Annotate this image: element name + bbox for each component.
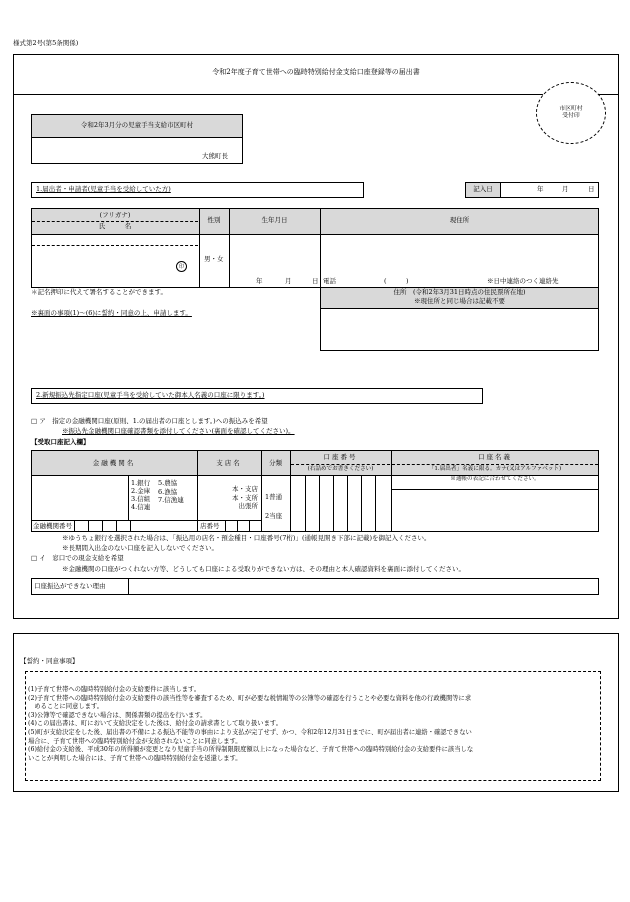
option-a[interactable]: □ ア 指定の金融機関口座(原則、1.の届出者の口座とします。)への振込みを希望	[31, 417, 268, 425]
phone-note: ※日中連絡のつく連絡先	[487, 277, 559, 285]
digit-line-3	[333, 475, 334, 532]
consent-item-5: (5)町が支給決定をした後、届出書の不備による振込不能等の事由により支払が完了せず、かつ、令和2年12月31日までに、町が届出者に連絡・確認できない	[28, 728, 472, 736]
col-account-no-sub: (右詰めでお書きください)	[307, 466, 374, 472]
bank-code-line	[31, 520, 197, 521]
option-i-note: ※金融機関の口座がつくれない方等、どうしても口座による受取りができない方は、その理由と本人確認資料を裏面に添付してください。	[62, 565, 465, 573]
bank-type-6[interactable]: 6.漁協	[158, 487, 178, 496]
date-label: 記入日	[465, 182, 501, 198]
consent-item-3: (3)公簿等で確認できない場合は、関係書類の提出を行います。	[28, 711, 207, 719]
phone-paren: ( )	[384, 277, 409, 285]
furigana-input[interactable]	[32, 235, 198, 245]
reason-label: 口座振込ができない理由	[34, 582, 106, 590]
digit-line-4	[347, 475, 348, 532]
bank-code-box-4[interactable]	[116, 520, 117, 532]
section1-heading	[31, 182, 364, 198]
form-title: 令和2年度子育て世帯への臨時特別給付金支給口座登録等の届出書	[212, 68, 420, 76]
yucho-note: ※ゆうちょ銀行を選択された場合は、「振込用の店名・預金種目・口座番号(7桁)」(通帳見開き下部に記載)を御記入ください。	[62, 534, 431, 542]
bank-type-2[interactable]: 2.金庫	[131, 487, 151, 495]
birth-year: 年	[256, 277, 263, 285]
seal-mark: 印	[176, 261, 187, 272]
option-i[interactable]: □ イ 窓口での現金支給を希望	[31, 554, 124, 562]
account-no-divider	[291, 464, 390, 465]
dormant-note: ※長期間入出金のない口座を記入しないでください。	[62, 544, 218, 552]
account-table-heading: 【受取口座記入欄】	[31, 438, 90, 446]
birth-month: 月	[285, 277, 292, 285]
bank-code-box-1[interactable]	[74, 520, 75, 532]
bank-code-box-5	[130, 520, 131, 532]
holder-note1: 「1.届出者」名義に限る。カナ(又はアルファベット)	[428, 466, 562, 472]
branch-code-box-3[interactable]	[249, 520, 250, 532]
branch-types	[224, 485, 258, 511]
branch-type-3[interactable]: 出張所	[238, 502, 258, 510]
col-bank-label: 金融機関名	[92, 459, 136, 467]
bank-type-3[interactable]: 3.信組	[131, 495, 151, 503]
consent-note: ※裏面の事項(1)～(6)に誓約・同意の上、申請します。	[31, 309, 192, 317]
col-category-label: 分類	[269, 459, 282, 467]
consent-list	[28, 686, 598, 763]
bank-code-label: 金融機関番号	[33, 522, 72, 530]
stamp-line2: 受付印	[562, 113, 580, 119]
bank-type-5[interactable]: 5.農協	[158, 479, 178, 487]
consent-item-5-cont: 場合に、子育て世帯への臨時特別給付金が支給されないことに同意します。	[28, 737, 242, 745]
consent-heading: 【誓約・同意事項】	[20, 657, 79, 665]
col-account-no-label: 口座番号	[323, 453, 358, 461]
consent-item-4: (4)この届出書は、町において支給決定をした後は、給付金の請求書として取り扱います。	[28, 720, 282, 728]
holder-note2: ※通帳の表記に合わせてください。	[450, 476, 540, 482]
consent-item-2-cont: めることに同意します。	[28, 703, 104, 711]
col-holder-label: 口座名義	[478, 453, 512, 461]
branch-type-1[interactable]: 本・支店	[232, 485, 258, 493]
bank-name-input[interactable]	[32, 476, 127, 520]
birth-day: 日	[312, 277, 319, 285]
section2-heading-text: 2.新規振込先指定口座(児童手当を受給していた御本人名義の口座に限ります。)	[36, 391, 265, 399]
section2-heading	[31, 388, 483, 404]
bank-type-7[interactable]: 7.信漁連	[158, 496, 184, 504]
name-label: 氏 名	[98, 222, 132, 230]
branch-code-line	[197, 520, 261, 521]
resident-address-input[interactable]	[320, 308, 599, 351]
branch-code-box-1[interactable]	[225, 520, 226, 532]
phone-label: 電話	[323, 277, 336, 285]
category-1[interactable]: 1普通	[265, 493, 283, 501]
col-branch-label: 支店名	[216, 459, 242, 467]
digit-line-6	[375, 475, 376, 532]
date-day: 日	[588, 185, 595, 193]
branch-code-label: 店番号	[200, 522, 220, 530]
bank-type-divider	[128, 475, 129, 521]
furigana-divider	[32, 221, 198, 222]
sign-note: ＊記名押印に代えて署名することができます。	[31, 288, 167, 296]
bank-types-b	[158, 479, 184, 505]
bank-type-1[interactable]: 1.銀行	[131, 479, 151, 487]
bank-types-a	[131, 479, 150, 511]
category-2[interactable]: 2当座	[265, 512, 283, 520]
furigana-label: (フリガナ)	[99, 211, 131, 219]
digit-line-5	[361, 475, 362, 532]
consent-item-2: (2)子育て世帯への臨時特別給付金の支給要件の該当性等を審査するため、町が必要な税情報等の公簿等の確認を行うことや必要な資料を他の行政機関等に求	[28, 694, 472, 702]
addressee-label: 令和2年3月分の児童手当支給市区町村	[31, 114, 243, 138]
bank-code-box-3[interactable]	[102, 520, 103, 532]
holder-input[interactable]	[392, 490, 598, 531]
reason-input[interactable]	[129, 579, 598, 594]
bank-type-4[interactable]: 4.信連	[131, 503, 151, 511]
date-field[interactable]	[500, 182, 599, 198]
holder-divider	[392, 464, 598, 465]
name-input[interactable]	[32, 246, 198, 286]
digit-line-2	[319, 475, 320, 532]
resident-label: 住所 (令和2年3月31日時点の住民票所在地)	[393, 288, 526, 296]
mayor-name: 大熊町長	[202, 152, 228, 160]
section1-heading-text: 1.届出者・申請者(児童手当を受給していた方)	[36, 185, 171, 193]
option-a-note: ※振込先金融機関口座確認書類を添付してください(裏面を確認してください)。	[62, 427, 295, 435]
date-year: 年	[537, 185, 544, 193]
resident-note: ※現住所と同じ場合は記載不要	[414, 297, 505, 305]
bank-code-box-2[interactable]	[88, 520, 89, 532]
date-month: 月	[562, 185, 569, 193]
consent-item-6: (6)給付金の支給後、平成30年の所得額が変更となり児童手当の所得制限限度額以上になった場合など、子育て世帯への臨時特別給付金の支給要件に該当しな	[28, 746, 474, 754]
consent-item-6-cont: いことが判明した場合には、子育て世帯への臨時特別給付金を返還します。	[28, 754, 242, 762]
reception-stamp	[536, 82, 606, 144]
title-divider	[13, 94, 619, 95]
gender-label: 性別	[207, 216, 221, 224]
consent-item-1: (1)子育て世帯への臨時特別給付金の支給要件に該当します。	[28, 686, 201, 693]
acol-3	[290, 450, 291, 532]
branch-type-2[interactable]: 本・支所	[232, 493, 258, 502]
digit-line-1	[305, 475, 306, 532]
form-number: 様式第2号(第5条関係)	[13, 39, 79, 47]
stamp-line1: 市区町村	[559, 106, 583, 113]
branch-code-box-2[interactable]	[237, 520, 238, 532]
birth-label: 生年月日	[261, 216, 288, 224]
gender-value[interactable]: 男・女	[204, 255, 224, 263]
address-label: 現住所	[449, 216, 470, 224]
